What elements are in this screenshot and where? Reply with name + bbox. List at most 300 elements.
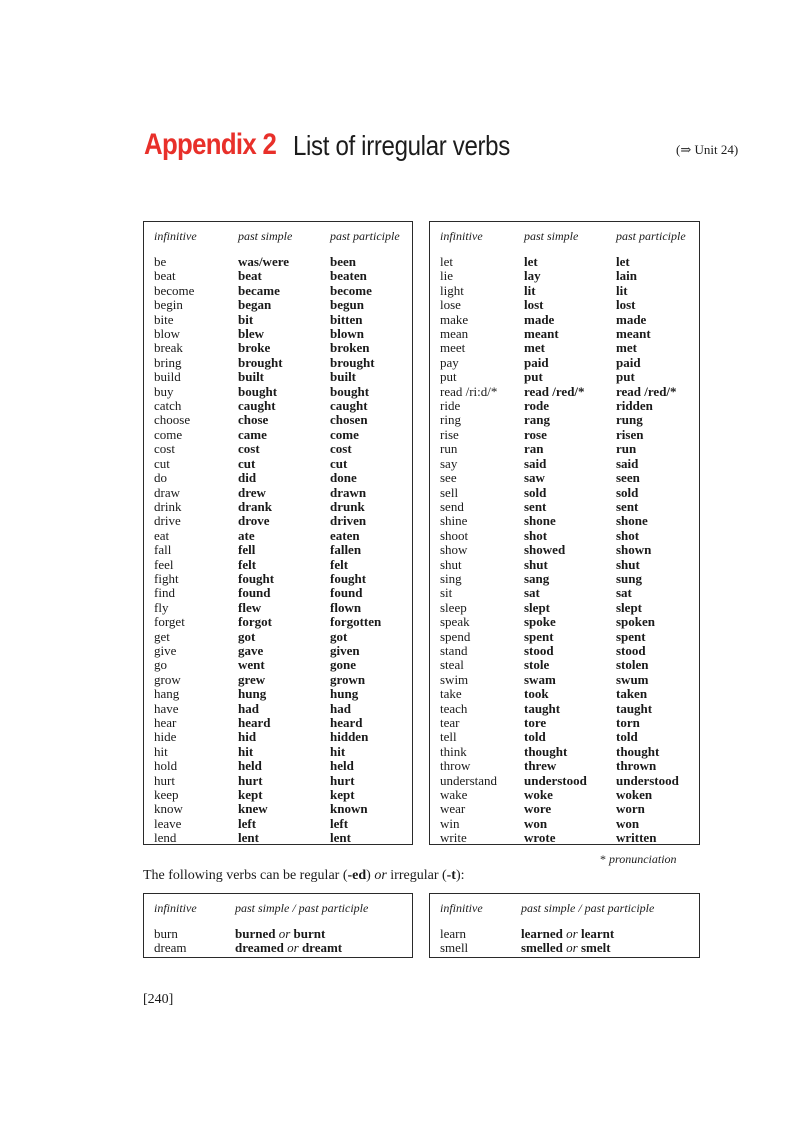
infinitive-cell: sing (440, 570, 462, 586)
past-participle-cell: broken (330, 340, 370, 356)
infinitive-cell: wake (440, 787, 468, 803)
regular-form: dreamed (235, 940, 284, 956)
past-simple-cell: cut (238, 455, 256, 471)
infinitive-cell: hang (154, 686, 180, 702)
infinitive-cell: read /ri:d/* (440, 383, 498, 399)
verb-row (154, 514, 412, 528)
past-simple-cell: knew (238, 801, 268, 817)
past-participle-cell: made (616, 311, 647, 327)
past-participle-cell: taken (616, 686, 648, 702)
infinitive-cell: fight (154, 570, 179, 586)
past-simple-cell: had (238, 700, 259, 716)
past-simple-cell: won (524, 815, 548, 831)
past-participle-cell: run (616, 441, 637, 457)
past-simple-cell: rose (524, 426, 547, 442)
past-simple-cell: drew (238, 484, 266, 500)
infinitive-cell: leave (154, 815, 182, 831)
past-simple-cell: fell (238, 542, 256, 558)
header-past-simple: past simple (238, 229, 293, 243)
infinitive-cell: fall (154, 542, 172, 558)
past-participle-cell: done (330, 470, 357, 486)
past-simple-cell: woke (524, 787, 553, 803)
infinitive-cell: burn (154, 926, 178, 941)
past-participle-cell: become (330, 282, 372, 298)
infinitive-cell: choose (154, 412, 191, 428)
infinitive-cell: sell (440, 484, 459, 500)
past-simple-cell: swam (524, 671, 556, 687)
irregular-form: smelt (580, 940, 611, 956)
verb-rows-right (440, 255, 699, 846)
past-forms-cell (521, 927, 614, 941)
table-header (440, 900, 699, 924)
infinitive-cell: buy (154, 383, 174, 399)
header-past-simple: past simple (524, 229, 579, 243)
past-participle-cell: ridden (616, 398, 653, 414)
past-participle-cell: rung (616, 412, 643, 428)
infinitive-cell: hide (154, 729, 177, 745)
past-simple-cell: saw (524, 470, 545, 486)
verb-row (154, 759, 412, 773)
past-participle-cell: fallen (330, 542, 362, 558)
header-infinitive: infinitive (154, 901, 197, 915)
verb-row (440, 284, 699, 298)
past-participle-cell: lain (616, 268, 637, 284)
infinitive-cell: do (154, 470, 167, 486)
infinitive-cell: hit (154, 743, 168, 759)
infinitive-cell: hear (154, 715, 177, 730)
past-participle-cell: forgotten (330, 614, 382, 630)
past-simple-cell: beat (238, 268, 262, 284)
infinitive-cell: ride (440, 398, 461, 414)
infinitive-cell: let (440, 254, 453, 269)
past-participle-cell: had (330, 700, 351, 716)
past-participle-cell: held (330, 758, 354, 774)
verb-row (440, 788, 699, 802)
verb-row (154, 413, 412, 427)
verb-row (440, 601, 699, 615)
verb-row (440, 269, 699, 283)
verb-row (440, 774, 699, 788)
infinitive-cell: throw (440, 758, 471, 774)
verb-row (154, 543, 412, 557)
past-simple-cell: broke (238, 340, 271, 356)
verb-row (154, 298, 412, 312)
verb-row (154, 687, 412, 701)
verb-row (154, 428, 412, 442)
past-participle-cell: taught (616, 700, 653, 716)
past-participle-cell: shown (616, 542, 652, 558)
past-participle-cell: begun (330, 297, 364, 313)
intro-text: irregular ( (386, 868, 447, 883)
or-word: or (287, 940, 299, 956)
infinitive-cell: spend (440, 628, 471, 644)
infinitive-cell: get (154, 628, 170, 644)
infinitive-cell: fly (154, 599, 169, 615)
past-participle-cell: felt (330, 556, 349, 572)
past-simple-cell: drove (238, 513, 270, 529)
verb-row (154, 356, 412, 370)
infinitive-cell: dream (154, 940, 187, 956)
infinitive-cell: draw (154, 484, 180, 500)
infinitive-cell: shine (440, 513, 468, 529)
past-participle-cell: known (330, 801, 368, 817)
past-participle-cell: cut (330, 455, 348, 471)
verb-row (154, 255, 412, 269)
past-simple-cell: thought (524, 743, 568, 759)
infinitive-cell: tear (440, 715, 460, 730)
past-simple-cell: spent (524, 628, 554, 644)
or-word: or (566, 926, 578, 941)
past-simple-cell: wrote (524, 830, 556, 846)
infinitive-cell: cost (154, 441, 175, 457)
intro-text: ): (455, 868, 465, 883)
past-participle-cell: found (330, 585, 363, 601)
past-participle-cell: gone (330, 657, 356, 673)
past-simple-cell: slept (524, 599, 550, 615)
past-simple-cell: caught (238, 398, 276, 414)
past-participle-cell: bitten (330, 311, 363, 327)
verb-row (440, 802, 699, 816)
header-infinitive: infinitive (440, 229, 483, 243)
past-simple-cell: went (238, 657, 265, 673)
intro-or: or (374, 868, 387, 883)
infinitive-cell: find (154, 585, 175, 601)
past-simple-cell: put (524, 369, 543, 385)
infinitive-cell: send (440, 498, 464, 514)
verb-row (154, 442, 412, 456)
infinitive-cell: drive (154, 513, 181, 529)
past-simple-cell: hit (238, 743, 254, 759)
past-participle-cell: fought (330, 570, 367, 586)
past-simple-cell: lit (524, 282, 536, 298)
past-participle-cell: put (616, 369, 635, 385)
past-participle-cell: built (330, 369, 357, 385)
infinitive-cell: understand (440, 772, 498, 788)
mixed-verb-row (154, 941, 412, 955)
infinitive-cell: beat (154, 268, 176, 284)
past-simple-cell: brought (238, 354, 283, 370)
verb-row (440, 817, 699, 831)
verb-row (154, 788, 412, 802)
verb-row (440, 630, 699, 644)
or-word: or (278, 926, 291, 941)
infinitive-cell: mean (440, 326, 469, 342)
mixed-verb-row (440, 941, 699, 955)
infinitive-cell: forget (154, 614, 185, 630)
past-participle-cell: paid (616, 354, 641, 370)
past-participle-cell: driven (330, 513, 367, 529)
infinitive-cell: keep (154, 787, 179, 803)
past-simple-cell: tore (524, 715, 547, 730)
past-simple-cell: sang (524, 570, 550, 586)
infinitive-cell: be (154, 254, 167, 269)
past-participle-cell: kept (330, 787, 355, 803)
appendix-heading (144, 128, 739, 168)
past-participle-cell: hidden (330, 729, 369, 745)
header-past-participle: past participle (616, 229, 686, 243)
verb-row (440, 428, 699, 442)
infinitive-cell: bring (154, 354, 182, 370)
infinitive-cell: win (440, 815, 460, 831)
irregular-form: burnt (293, 926, 326, 941)
intro-text: The following verbs can be regular ( (143, 868, 348, 883)
verb-row (154, 385, 412, 399)
irregular-form: learnt (580, 926, 615, 941)
infinitive-cell: know (154, 801, 183, 817)
table-header (440, 228, 699, 252)
past-simple-cell: rang (524, 412, 550, 428)
verb-row (154, 269, 412, 283)
verb-row (440, 457, 699, 471)
past-participle-cell: slept (616, 599, 642, 615)
infinitive-cell: tell (440, 729, 457, 745)
past-participle-cell: hit (330, 743, 346, 759)
verb-row (440, 558, 699, 572)
verb-row (440, 644, 699, 658)
irregular-ending: -t (446, 868, 456, 883)
past-participle-cell: chosen (330, 412, 368, 428)
infinitive-cell: wear (440, 801, 466, 817)
verb-row (440, 615, 699, 629)
mixed-rows-right (440, 927, 699, 956)
past-simple-cell: sent (524, 498, 547, 514)
past-participle-cell: shot (616, 527, 640, 543)
verb-row (154, 716, 412, 730)
past-simple-cell: meant (524, 326, 559, 342)
past-participle-cell: flown (330, 599, 362, 615)
past-simple-cell: ate (238, 527, 255, 543)
asterisk: * (600, 852, 606, 866)
infinitive-cell: stand (440, 642, 468, 658)
past-simple-cell: lost (524, 297, 544, 313)
past-simple-cell: shut (524, 556, 548, 572)
past-simple-cell: taught (524, 700, 561, 716)
verb-row (154, 644, 412, 658)
regular-ending: -ed (347, 868, 367, 883)
mixed-verb-row (440, 927, 699, 941)
past-simple-cell: shot (524, 527, 548, 543)
past-simple-cell: lent (238, 830, 259, 846)
past-simple-cell: hurt (238, 772, 263, 788)
past-participle-cell: torn (616, 715, 640, 730)
infinitive-cell: come (154, 426, 183, 442)
past-simple-cell: read /red/* (524, 383, 585, 399)
mixed-rows-left (154, 927, 412, 956)
past-participle-cell: stolen (616, 657, 649, 673)
past-participle-cell: come (330, 426, 359, 442)
past-participle-cell: risen (616, 426, 644, 442)
past-participle-cell: cost (330, 441, 352, 457)
verb-row (154, 327, 412, 341)
infinitive-cell: learn (440, 926, 466, 941)
past-participle-cell: told (616, 729, 638, 745)
verb-rows-left (154, 255, 412, 846)
past-participle-cell: stood (616, 642, 646, 658)
infinitive-cell: lie (440, 268, 453, 284)
infinitive-cell: have (154, 700, 179, 716)
past-participle-cell: thrown (616, 758, 657, 774)
verb-row (440, 543, 699, 557)
infinitive-cell: lend (154, 830, 177, 846)
past-participle-cell: spent (616, 628, 646, 644)
verb-row (154, 500, 412, 514)
past-participle-cell: eaten (330, 527, 360, 543)
verb-row (154, 586, 412, 600)
verb-row (440, 572, 699, 586)
past-simple-cell: spoke (524, 614, 556, 630)
infinitive-cell: hold (154, 758, 178, 774)
past-simple-cell: forgot (238, 614, 272, 630)
infinitive-cell: write (440, 830, 467, 846)
infinitive-cell: feel (154, 556, 174, 572)
infinitive-cell: say (440, 455, 458, 471)
verb-row (440, 745, 699, 759)
verb-row (440, 500, 699, 514)
appendix-title: List of irregular verbs (293, 130, 510, 161)
past-simple-cell: left (238, 815, 257, 831)
past-simple-cell: sat (524, 585, 540, 601)
verb-row (154, 341, 412, 355)
infinitive-cell: think (440, 743, 467, 759)
past-simple-cell: lay (524, 268, 541, 284)
past-simple-cell: blew (238, 326, 264, 342)
mixed-verbs-table-left (143, 893, 413, 958)
infinitive-cell: smell (440, 940, 469, 956)
past-simple-cell: told (524, 729, 546, 745)
past-participle-cell: given (330, 642, 360, 658)
past-simple-cell: began (238, 297, 272, 313)
past-participle-cell: thought (616, 743, 660, 759)
verb-row (154, 558, 412, 572)
infinitive-cell: grow (154, 671, 181, 687)
past-simple-cell: rode (524, 398, 550, 414)
past-simple-cell: felt (238, 556, 257, 572)
verb-row (154, 284, 412, 298)
pronunciation-label: pronunciation (609, 852, 677, 866)
verb-row (440, 658, 699, 672)
mixed-verbs-table-right (429, 893, 700, 958)
infinitive-cell: sleep (440, 599, 467, 615)
header-infinitive: infinitive (440, 901, 483, 915)
verb-row (440, 255, 699, 269)
past-participle-cell: been (330, 254, 356, 269)
verb-row (154, 601, 412, 615)
past-participle-cell: caught (330, 398, 368, 414)
past-simple-cell: understood (524, 772, 587, 788)
past-participle-cell: left (330, 815, 349, 831)
past-simple-cell: paid (524, 354, 549, 370)
past-simple-cell: drank (238, 498, 272, 514)
infinitive-cell: sit (440, 585, 453, 601)
past-simple-cell: did (238, 470, 257, 486)
verb-row (154, 802, 412, 816)
page-number: [240] (143, 992, 174, 1007)
table-header (154, 228, 412, 252)
past-simple-cell: let (524, 254, 538, 269)
past-participle-cell: lit (616, 282, 628, 298)
verb-row (154, 658, 412, 672)
verb-row (440, 471, 699, 485)
infinitive-cell: put (440, 369, 457, 385)
regular-form: burned (235, 926, 276, 941)
past-simple-cell: cost (238, 441, 260, 457)
verb-row (440, 313, 699, 327)
past-simple-cell: heard (238, 715, 271, 730)
verb-row (440, 529, 699, 543)
past-participle-cell: sung (616, 570, 643, 586)
past-participle-cell: understood (616, 772, 679, 788)
past-participle-cell: meant (616, 326, 651, 342)
past-participle-cell: hung (330, 686, 359, 702)
past-simple-cell: stood (524, 642, 554, 658)
verb-row (440, 702, 699, 716)
infinitive-cell: ring (440, 412, 461, 428)
past-participle-cell: got (330, 628, 348, 644)
verb-row (154, 370, 412, 384)
verb-row (440, 298, 699, 312)
verb-row (440, 442, 699, 456)
infinitive-cell: shut (440, 556, 462, 572)
past-participle-cell: met (616, 340, 637, 356)
infinitive-cell: teach (440, 700, 468, 716)
verb-row (440, 730, 699, 744)
regular-irregular-intro (143, 868, 465, 884)
past-simple-cell: chose (238, 412, 269, 428)
infinitive-cell: run (440, 441, 458, 457)
past-simple-cell: hid (238, 729, 257, 745)
verb-row (154, 730, 412, 744)
intro-text: ) (366, 868, 375, 883)
pronunciation-footnote (600, 852, 677, 867)
past-simple-cell: threw (524, 758, 557, 774)
past-participle-cell: woken (616, 787, 653, 803)
past-participle-cell: beaten (330, 268, 367, 284)
past-simple-cell: kept (238, 787, 263, 803)
verb-row (154, 486, 412, 500)
past-participle-cell: bought (330, 383, 370, 399)
header-past-forms: past simple / past participle (521, 901, 655, 915)
past-participle-cell: written (616, 830, 657, 846)
past-simple-cell: showed (524, 542, 566, 558)
past-simple-cell: ran (524, 441, 544, 457)
infinitive-cell: give (154, 642, 177, 658)
past-simple-cell: shone (524, 513, 556, 529)
infinitive-cell: rise (440, 426, 459, 442)
infinitive-cell: light (440, 282, 464, 298)
past-simple-cell: made (524, 311, 555, 327)
infinitive-cell: build (154, 369, 181, 385)
regular-form: smelled (521, 940, 563, 956)
verb-row (440, 673, 699, 687)
past-forms-cell (235, 941, 342, 955)
verb-row (154, 529, 412, 543)
verb-row (154, 313, 412, 327)
verb-row (440, 759, 699, 773)
verb-row (440, 586, 699, 600)
infinitive-cell: shoot (440, 527, 469, 543)
past-participle-cell: drawn (330, 484, 367, 500)
infinitive-cell: speak (440, 614, 470, 630)
past-simple-cell: met (524, 340, 545, 356)
or-word: or (566, 940, 578, 956)
verb-row (440, 831, 699, 845)
mixed-verb-row (154, 927, 412, 941)
infinitive-cell: become (154, 282, 195, 298)
past-participle-cell: sent (616, 498, 639, 514)
past-simple-cell: held (238, 758, 262, 774)
past-simple-cell: found (238, 585, 271, 601)
verb-row (440, 716, 699, 730)
